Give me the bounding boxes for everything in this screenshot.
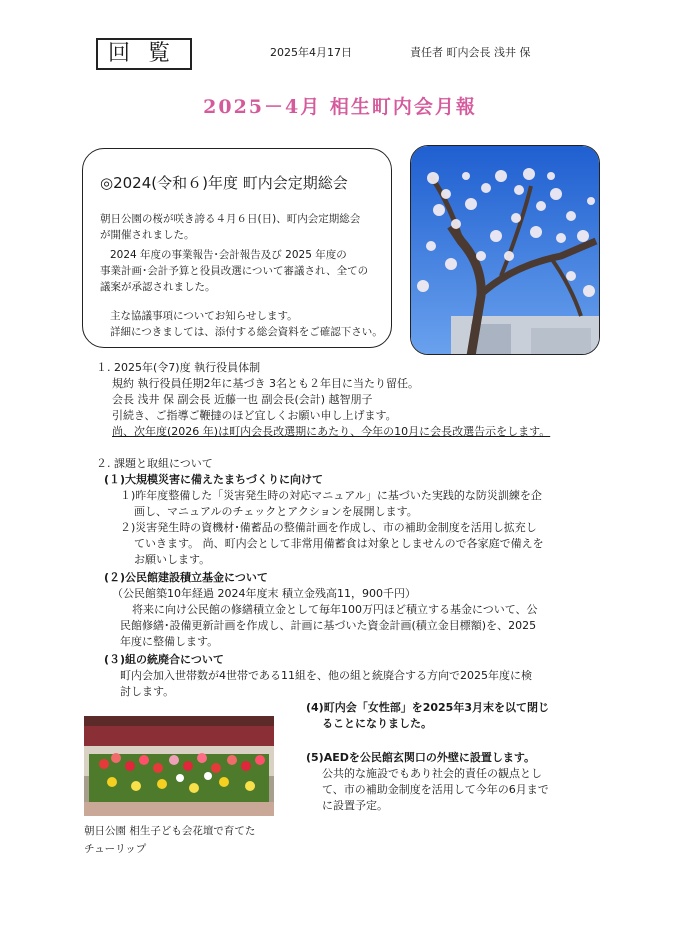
- tulip-photo: [84, 716, 274, 816]
- tulip-image: [84, 716, 274, 816]
- section-issues: ２. 課題と取組について (１)大規模災害に備えたまちづくりに向けて １)昨年度整備した「災害発生時の対応マニュアル」に基づいた実践的な防災訓練を企 画し、マニュアルのチェックとアクションを展開します。 ２)災害発生時の資機材･備蓄品の整備計画を作成し、市の補助金制度を活用し拡充し ていきます。 尚、町内会として非常用備蓄食は対象としませんので各家庭で備えを お願いします。 (２)公民館建設積立基金について （公民館築10年経過 2024年度末 積立金残高11，900千円） 将来に向け公民館の修繕積立金として毎年100万円ほど積立する基金について、公 民館修繕･設備更新計画を作成し、計画に基づいた資金計画(積立金目標額)を、2025 年度に整備します。 (３)組の統廃合について 町内会加入世帯数が4世帯である11組を、他の組と統廃合する方向で2025年度に検 討します。: [96, 456, 656, 700]
- meeting-para-3: 主な協議事項についてお知らせします。 詳細につきましては、添付する総会資料をご確認下さい。: [110, 310, 383, 338]
- issue-date: 2025年4月17日: [270, 46, 352, 59]
- tulip-caption: 朝日公園 相生子ども会花壇で育てた チューリップ: [84, 825, 256, 855]
- responsible-person: 責任者 町内会長 浅井 保: [410, 46, 531, 59]
- officers-line-2: 会長 浅井 保 副会長 近藤一也 副会長(会計) 越智朋子: [112, 393, 373, 406]
- issue-3-heading: (３)組の統廃合について: [104, 653, 224, 666]
- issue-1-heading: (１)大規模災害に備えたまちづくりに向けて: [104, 473, 323, 486]
- issue-4: (4)町内会「女性部」を2025年3月末を以て閉じ ることになりました。: [306, 701, 549, 730]
- meeting-para-1: 朝日公園の桜が咲き誇る４月６日(日)、町内会定期総会 が開催されました。: [100, 213, 361, 241]
- cherry-blossom-photo: [410, 145, 600, 355]
- meeting-heading: ◎2024(令和６)年度 町内会定期総会: [100, 174, 348, 192]
- officers-line-4: 尚、次年度(2026 年)は町内会長改選期にあたり、今年の10月に会長改選告示をします。: [112, 425, 551, 438]
- meeting-para-2: 2024 年度の事業報告･会計報告及び 2025 年度の 事業計画･会計予算と役員改選について審議され、全ての 議案が承認されました。: [100, 249, 369, 293]
- cherry-blossom-image: [411, 146, 600, 355]
- page-title: 2025－4月 相生町内会月報: [203, 96, 477, 118]
- section-officers: [96, 360, 656, 440]
- officers-line-3: 引続き、ご指導ご鞭撻のほど宜しくお願い申し上げます。: [112, 409, 397, 422]
- issue-2-heading: (２)公民館建設積立基金について: [104, 571, 268, 584]
- section-issues-heading: ２. 課題と取組について: [96, 457, 213, 470]
- kairan-stamp: 回覧: [96, 38, 192, 70]
- section-officers-heading: １. 2025年(令7)度 執行役員体制: [96, 361, 261, 374]
- officers-line-1: 規約 執行役員任期2年に基づき 3名とも２年目に当たり留任。: [112, 377, 419, 390]
- issue-5: (5)AEDを公民館玄関口の外壁に設置します。 公共的な施設でもあり社会的責任の観点とし て、市の補助金制度を活用して今年の6月まで に設置予定。: [306, 751, 549, 812]
